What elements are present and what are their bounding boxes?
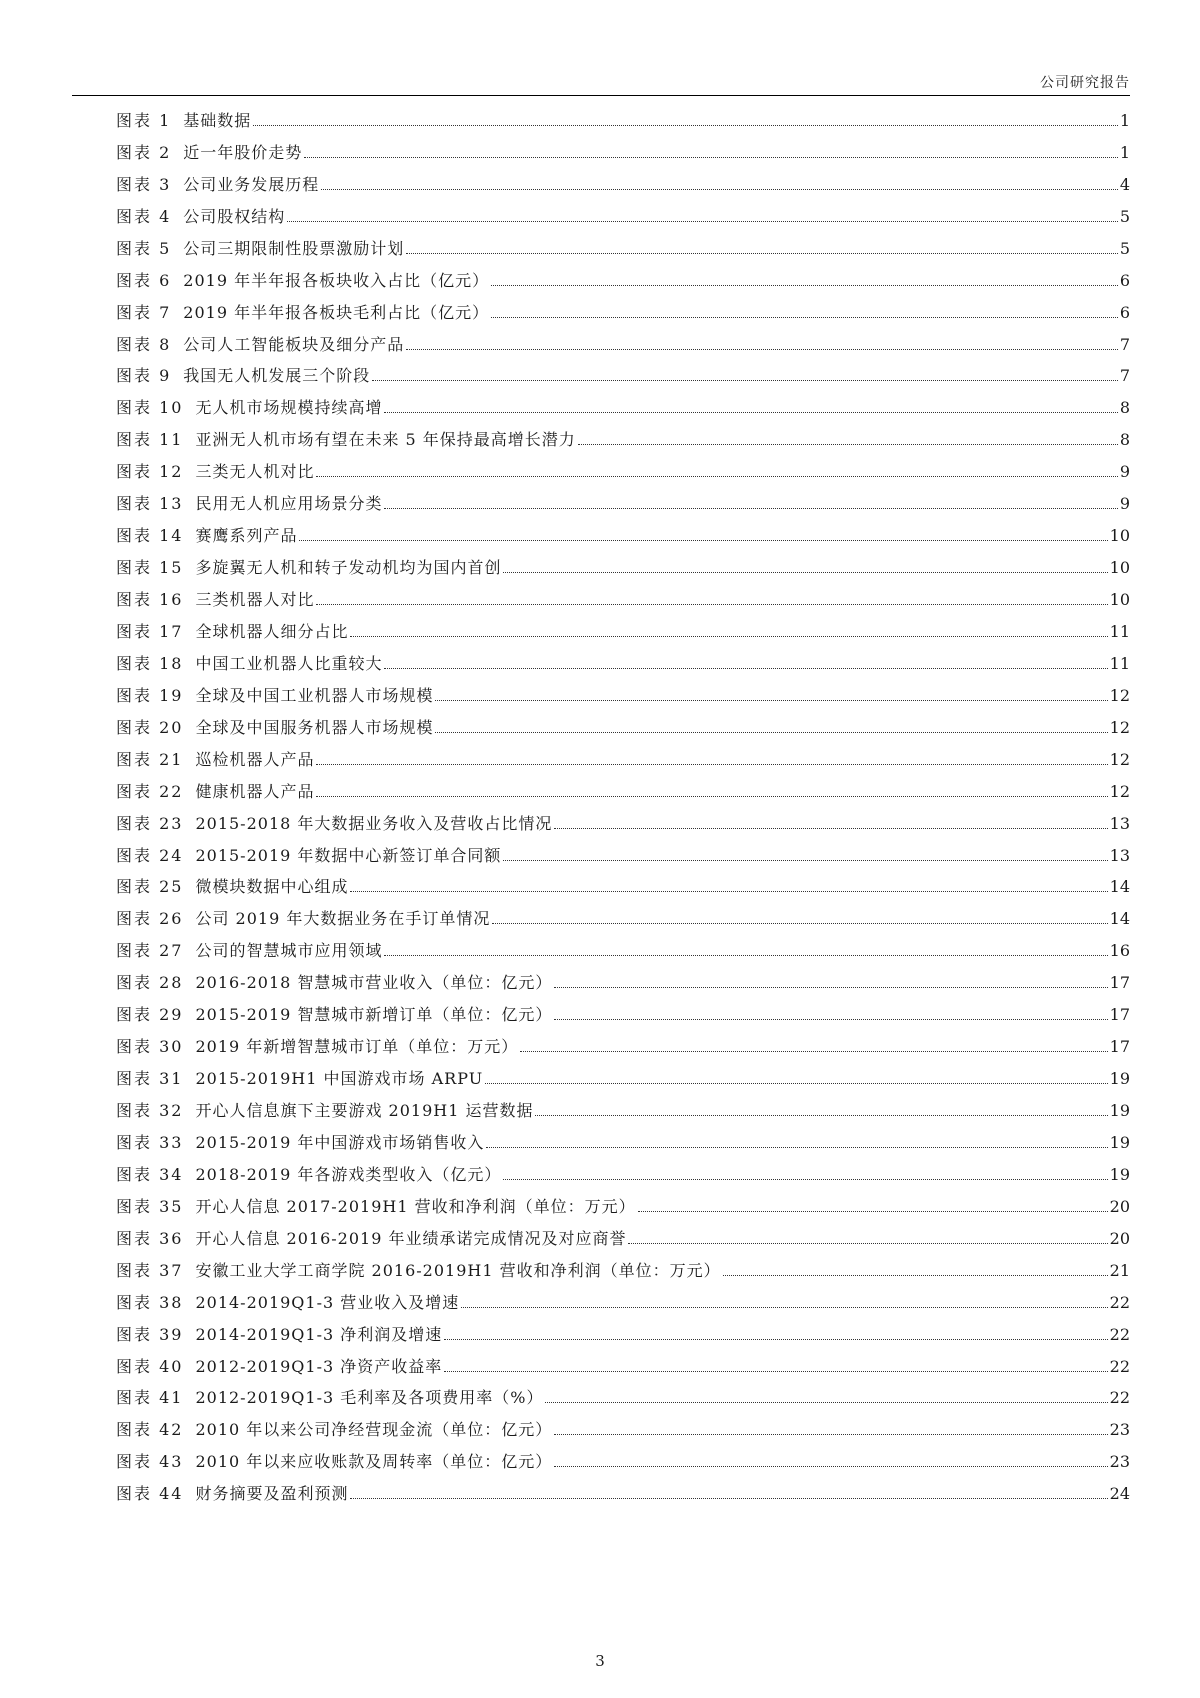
toc-entry-label: 图表 37	[116, 1260, 184, 1280]
toc-entry-title: 2014-2019Q1-3 营业收入及增速	[195, 1292, 460, 1312]
toc-entry-title: 亚洲无人机市场有望在未来 5 年保持最高增长潜力	[195, 430, 576, 450]
toc-entry-label: 图表 34	[116, 1164, 184, 1184]
toc-entry-title: 2015-2019 年数据中心新签订单合同额	[195, 845, 502, 865]
toc-entry-page-number: 20	[1109, 1196, 1130, 1216]
dot-leader	[491, 285, 1118, 286]
toc-entry-title: 我国无人机发展三个阶段	[183, 366, 371, 386]
toc-entry[interactable]	[116, 738, 1130, 770]
toc-entry-label: 图表 4	[116, 206, 172, 226]
toc-entry[interactable]	[116, 993, 1130, 1025]
dot-leader	[350, 891, 1107, 892]
toc-entry-page-number: 4	[1119, 174, 1130, 194]
dot-leader	[638, 1211, 1108, 1212]
toc-entry-label: 图表 10	[116, 398, 184, 418]
toc-entry-title: 基础数据	[183, 110, 252, 130]
toc-entry-title: 2015-2019 年中国游戏市场销售收入	[195, 1132, 485, 1152]
toc-entry-label: 图表 43	[116, 1452, 184, 1472]
dot-leader	[287, 221, 1118, 222]
toc-entry[interactable]	[116, 1472, 1130, 1504]
toc-entry[interactable]	[116, 1313, 1130, 1345]
dot-leader	[253, 125, 1118, 126]
dot-leader	[384, 668, 1107, 669]
toc-entry-label: 图表 35	[116, 1196, 184, 1216]
toc-entry-title: 开心人信息 2016-2019 年业绩承诺完成情况及对应商誉	[195, 1228, 627, 1248]
toc-entry-label: 图表 8	[116, 334, 172, 354]
toc-entry-page-number: 17	[1109, 973, 1130, 993]
toc-entry-label: 图表 21	[116, 749, 184, 769]
toc-entry-title: 微模块数据中心组成	[195, 877, 349, 897]
dot-leader	[723, 1275, 1108, 1276]
toc-entry-title: 2019 年新增智慧城市订单（单位：万元）	[195, 1037, 519, 1057]
toc-entry-page-number: 16	[1109, 941, 1130, 961]
dot-leader	[316, 476, 1117, 477]
toc-entry[interactable]	[116, 866, 1130, 898]
toc-entry[interactable]	[116, 514, 1130, 546]
toc-entry-title: 中国工业机器人比重较大	[195, 653, 383, 673]
toc-entry-page-number: 20	[1109, 1228, 1130, 1248]
toc-entry[interactable]	[116, 259, 1130, 291]
toc-entry[interactable]	[116, 642, 1130, 674]
toc-entry-title: 财务摘要及盈利预测	[195, 1484, 349, 1504]
toc-entry-page-number: 22	[1109, 1388, 1130, 1408]
toc-entry-title: 2012-2019Q1-3 净资产收益率	[195, 1356, 443, 1376]
toc-entry-title: 巡检机器人产品	[195, 749, 315, 769]
toc-entry-label: 图表 26	[116, 909, 184, 929]
toc-entry-label: 图表 30	[116, 1037, 184, 1057]
toc-entry-page-number: 9	[1119, 462, 1130, 482]
dot-leader	[444, 1339, 1107, 1340]
dot-leader	[444, 1371, 1107, 1372]
toc-entry[interactable]	[116, 1345, 1130, 1377]
toc-entry-label: 图表 44	[116, 1484, 184, 1504]
toc-entry[interactable]	[116, 770, 1130, 802]
toc-entry-page-number: 17	[1109, 1005, 1130, 1025]
toc-entry-title: 开心人信息旗下主要游戏 2019H1 运营数据	[195, 1101, 534, 1120]
toc-entry[interactable]	[116, 834, 1130, 866]
figure-table-of-contents	[116, 99, 1130, 1504]
toc-entry[interactable]	[116, 1185, 1130, 1217]
dot-leader	[554, 828, 1107, 829]
dot-leader	[435, 732, 1107, 733]
toc-entry-page-number: 5	[1119, 206, 1130, 226]
toc-entry[interactable]	[116, 578, 1130, 610]
dot-leader	[461, 1307, 1107, 1308]
toc-entry[interactable]	[116, 897, 1130, 929]
toc-entry[interactable]	[116, 674, 1130, 706]
toc-entry-title: 公司 2019 年大数据业务在手订单情况	[195, 909, 491, 929]
toc-entry-page-number: 9	[1119, 494, 1130, 514]
toc-entry-label: 图表 2	[116, 142, 172, 162]
toc-entry[interactable]	[116, 355, 1130, 387]
toc-entry-page-number: 12	[1109, 749, 1130, 769]
dot-leader	[545, 1402, 1107, 1403]
toc-entry-label: 图表 11	[116, 430, 184, 450]
toc-entry[interactable]	[116, 163, 1130, 195]
toc-entry-label: 图表 13	[116, 494, 184, 514]
dot-leader	[628, 1243, 1107, 1244]
toc-entry-page-number: 13	[1109, 845, 1130, 865]
toc-entry-page-number: 7	[1119, 334, 1130, 354]
toc-entry-label: 图表 6	[116, 270, 172, 290]
toc-entry-label: 图表 23	[116, 813, 184, 833]
dot-leader	[503, 572, 1107, 573]
toc-entry-title: 无人机市场规模持续高增	[195, 398, 383, 418]
toc-entry-label: 图表 16	[116, 590, 184, 609]
dot-leader	[316, 796, 1107, 797]
toc-entry-label: 图表 14	[116, 526, 184, 546]
toc-entry-title: 2018-2019 年各游戏类型收入（亿元）	[195, 1164, 502, 1184]
toc-entry-label: 图表 7	[116, 302, 172, 322]
toc-entry-page-number: 17	[1109, 1037, 1130, 1057]
toc-entry-page-number: 10	[1109, 590, 1130, 609]
toc-entry-page-number: 22	[1109, 1356, 1130, 1376]
toc-entry-title: 2015-2019H1 中国游戏市场 ARPU	[195, 1069, 484, 1089]
dot-leader	[384, 508, 1117, 509]
toc-entry[interactable]	[116, 1057, 1130, 1089]
toc-entry-label: 图表 32	[116, 1101, 184, 1120]
toc-entry-title: 2016-2018 智慧城市营业收入（单位：亿元）	[195, 973, 553, 993]
toc-entry[interactable]	[116, 131, 1130, 163]
toc-entry[interactable]	[116, 1440, 1130, 1472]
toc-entry[interactable]	[116, 227, 1130, 259]
toc-entry-page-number: 14	[1109, 877, 1130, 897]
toc-entry-title: 2014-2019Q1-3 净利润及增速	[195, 1324, 443, 1344]
dot-leader	[350, 636, 1107, 637]
toc-entry-page-number: 13	[1109, 813, 1130, 833]
toc-entry-title: 健康机器人产品	[195, 781, 315, 801]
toc-entry[interactable]	[116, 450, 1130, 482]
toc-entry-page-number: 7	[1119, 366, 1130, 386]
dot-leader	[406, 349, 1118, 350]
toc-entry-label: 图表 40	[116, 1356, 184, 1376]
toc-entry-page-number: 14	[1109, 909, 1130, 929]
toc-entry-page-number: 19	[1109, 1164, 1130, 1184]
toc-entry[interactable]	[116, 1089, 1130, 1121]
toc-entry-page-number: 12	[1109, 781, 1130, 801]
toc-entry-label: 图表 25	[116, 877, 184, 897]
dot-leader	[520, 1051, 1107, 1052]
dot-leader	[554, 1466, 1107, 1467]
toc-entry-label: 图表 33	[116, 1132, 184, 1152]
toc-entry-label: 图表 42	[116, 1420, 184, 1440]
toc-entry[interactable]	[116, 1121, 1130, 1153]
toc-entry-title: 2010 年以来应收账款及周转率（单位：亿元）	[195, 1452, 553, 1472]
dot-leader	[384, 955, 1107, 956]
toc-entry-page-number: 1	[1119, 110, 1130, 130]
toc-entry[interactable]	[116, 418, 1130, 450]
toc-entry-label: 图表 24	[116, 845, 184, 865]
toc-entry-title: 2019 年半年报各板块毛利占比（亿元）	[183, 302, 490, 322]
toc-entry-page-number: 8	[1119, 430, 1130, 450]
toc-entry-label: 图表 28	[116, 973, 184, 993]
toc-entry-page-number: 22	[1109, 1292, 1130, 1312]
toc-entry[interactable]	[116, 802, 1130, 834]
toc-entry-label: 图表 15	[116, 558, 184, 578]
dot-leader	[554, 1434, 1107, 1435]
toc-entry[interactable]	[116, 929, 1130, 961]
toc-entry-title: 2015-2019 智慧城市新增订单（单位：亿元）	[195, 1005, 553, 1025]
dot-leader	[435, 700, 1107, 701]
toc-entry[interactable]	[116, 291, 1130, 323]
toc-entry[interactable]	[116, 386, 1130, 418]
toc-entry-page-number: 24	[1109, 1484, 1130, 1504]
toc-entry-page-number: 12	[1109, 685, 1130, 705]
toc-entry-page-number: 19	[1109, 1069, 1130, 1089]
toc-entry-page-number: 1	[1119, 142, 1130, 162]
dot-leader	[384, 412, 1117, 413]
toc-entry-page-number: 23	[1109, 1420, 1130, 1440]
toc-entry-label: 图表 27	[116, 941, 184, 961]
dot-leader	[316, 764, 1107, 765]
toc-entry-page-number: 6	[1119, 302, 1130, 322]
dot-leader	[406, 253, 1118, 254]
toc-entry-title: 2015-2018 年大数据业务收入及营收占比情况	[195, 813, 553, 833]
toc-entry[interactable]	[116, 1025, 1130, 1057]
toc-entry-title: 公司三期限制性股票激励计划	[183, 238, 405, 258]
toc-entry-page-number: 21	[1109, 1260, 1130, 1280]
dot-leader	[486, 1147, 1107, 1148]
toc-entry-label: 图表 18	[116, 653, 184, 673]
dot-leader	[485, 1083, 1107, 1084]
dot-leader	[350, 1498, 1107, 1499]
toc-entry-page-number: 8	[1119, 398, 1130, 418]
toc-entry-title: 公司人工智能板块及细分产品	[183, 334, 405, 354]
toc-entry-page-number: 11	[1109, 621, 1130, 641]
dot-leader	[304, 157, 1118, 158]
toc-entry-title: 民用无人机应用场景分类	[195, 494, 383, 514]
toc-entry-label: 图表 12	[116, 462, 184, 482]
toc-entry-title: 开心人信息 2017-2019H1 营收和净利润（单位：万元）	[195, 1196, 636, 1216]
toc-entry[interactable]	[116, 706, 1130, 738]
toc-entry-title: 安徽工业大学工商学院 2016-2019H1 营收和净利润（单位：万元）	[195, 1260, 721, 1280]
toc-entry-title: 2019 年半年报各板块收入占比（亿元）	[183, 270, 490, 290]
toc-entry-title: 2012-2019Q1-3 毛利率及各项费用率（%）	[195, 1388, 544, 1408]
toc-entry-page-number: 6	[1119, 270, 1130, 290]
dot-leader	[372, 380, 1118, 381]
toc-entry-page-number: 22	[1109, 1324, 1130, 1344]
report-header-title: 公司研究报告	[1040, 75, 1130, 91]
toc-entry[interactable]	[116, 961, 1130, 993]
toc-entry-label: 图表 3	[116, 174, 172, 194]
toc-entry-title: 三类机器人对比	[195, 590, 315, 609]
toc-entry-label: 图表 20	[116, 717, 184, 737]
toc-entry-label: 图表 17	[116, 621, 184, 641]
toc-entry-page-number: 10	[1109, 558, 1130, 578]
dot-leader	[299, 540, 1107, 541]
toc-entry-label: 图表 19	[116, 685, 184, 705]
toc-entry-page-number: 23	[1109, 1452, 1130, 1472]
toc-entry[interactable]	[116, 323, 1130, 355]
toc-entry[interactable]	[116, 1408, 1130, 1440]
toc-entry-title: 全球及中国服务机器人市场规模	[195, 717, 434, 737]
toc-entry[interactable]	[116, 1153, 1130, 1185]
toc-entry-title: 全球及中国工业机器人市场规模	[195, 685, 434, 705]
toc-entry-label: 图表 39	[116, 1324, 184, 1344]
toc-entry[interactable]	[116, 99, 1130, 131]
toc-entry[interactable]	[116, 1217, 1130, 1249]
toc-entry-title: 全球机器人细分占比	[195, 621, 349, 641]
toc-entry[interactable]	[116, 482, 1130, 514]
toc-entry-label: 图表 36	[116, 1228, 184, 1248]
toc-entry-label: 图表 31	[116, 1069, 184, 1089]
dot-leader	[316, 604, 1107, 605]
toc-entry-title: 近一年股价走势	[183, 142, 303, 162]
toc-entry-page-number: 19	[1109, 1132, 1130, 1152]
dot-leader	[535, 1115, 1107, 1116]
dot-leader	[491, 317, 1118, 318]
dot-leader	[503, 860, 1107, 861]
page-number: 3	[595, 1652, 605, 1670]
toc-entry[interactable]	[116, 610, 1130, 642]
toc-entry-label: 图表 38	[116, 1292, 184, 1312]
toc-entry-title: 赛鹰系列产品	[195, 526, 298, 546]
dot-leader	[554, 987, 1107, 988]
toc-entry-title: 多旋翼无人机和转子发动机均为国内首创	[195, 558, 502, 578]
toc-entry[interactable]	[116, 195, 1130, 227]
toc-entry-label: 图表 5	[116, 238, 172, 258]
dot-leader	[554, 1019, 1107, 1020]
dot-leader	[321, 189, 1118, 190]
toc-entry-label: 图表 29	[116, 1005, 184, 1025]
toc-entry-title: 公司的智慧城市应用领域	[195, 941, 383, 961]
toc-entry[interactable]	[116, 1281, 1130, 1313]
toc-entry-label: 图表 1	[116, 110, 172, 130]
toc-entry-title: 三类无人机对比	[195, 462, 315, 482]
toc-entry[interactable]	[116, 1377, 1130, 1409]
toc-entry[interactable]	[116, 546, 1130, 578]
toc-entry-page-number: 19	[1109, 1101, 1130, 1120]
dot-leader	[492, 923, 1107, 924]
dot-leader	[503, 1179, 1107, 1180]
header-divider	[72, 95, 1130, 96]
toc-entry-page-number: 5	[1119, 238, 1130, 258]
toc-entry-label: 图表 41	[116, 1388, 184, 1408]
toc-entry-title: 公司股权结构	[183, 206, 286, 226]
toc-entry-title: 2010 年以来公司净经营现金流（单位：亿元）	[195, 1420, 553, 1440]
toc-entry-page-number: 10	[1109, 526, 1130, 546]
toc-entry-label: 图表 22	[116, 781, 184, 801]
toc-entry-label: 图表 9	[116, 366, 172, 386]
toc-entry-page-number: 12	[1109, 717, 1130, 737]
dot-leader	[578, 444, 1118, 445]
toc-entry[interactable]	[116, 1249, 1130, 1281]
toc-entry-page-number: 11	[1109, 653, 1130, 673]
toc-entry-title: 公司业务发展历程	[183, 174, 320, 194]
